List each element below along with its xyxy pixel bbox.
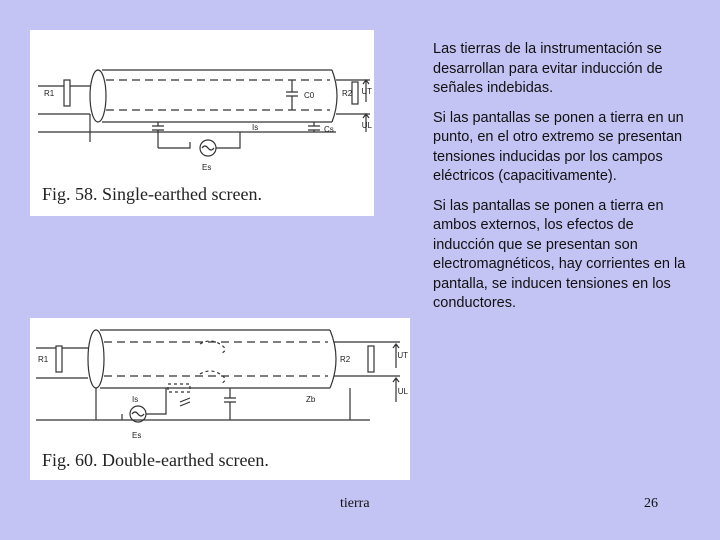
label-is: Is	[132, 395, 139, 404]
figure-double-earthed	[30, 318, 410, 480]
label-r2: R2	[340, 355, 351, 364]
footer-label: tierra	[340, 496, 370, 511]
paragraph-double-earth: Si las pantallas se ponen a tierra en ambos externos, los efectos de inducción que se presentan son electromagnéticos, hay corrientes en la pantalla, se inducen tensiones en los conductores.	[433, 197, 686, 311]
label-r1: R1	[44, 89, 55, 98]
label-es: Es	[202, 163, 212, 172]
figure-single-earthed	[30, 30, 374, 216]
label-c0: C0	[304, 91, 315, 100]
label-ut: UT	[361, 87, 372, 96]
figure-caption: Fig. 58. Single-earthed screen.	[42, 184, 262, 204]
label-ul: UL	[397, 387, 408, 396]
page-number: 26	[644, 496, 658, 511]
label-zb: Zb	[306, 395, 316, 404]
label-ul: UL	[361, 121, 372, 130]
label-es: Es	[132, 431, 142, 440]
label-is: Is	[252, 123, 259, 132]
label-ut: UT	[397, 351, 408, 360]
paragraph-intro: Las tierras de la instrumentación se desarrollan para evitar inducción de señales indebidas.	[433, 41, 663, 96]
label-cs: Cs	[324, 125, 334, 134]
label-r2: R2	[342, 89, 353, 98]
figure-caption: Fig. 60. Double-earthed screen.	[42, 450, 269, 470]
label-r1: R1	[38, 355, 49, 364]
paragraph-single-earth: Si las pantallas se ponen a tierra en un punto, en el otro extremo se presentan tensiones inducidas por los campos eléctricos (capacitivamente).	[433, 109, 684, 184]
text-column	[433, 40, 689, 324]
